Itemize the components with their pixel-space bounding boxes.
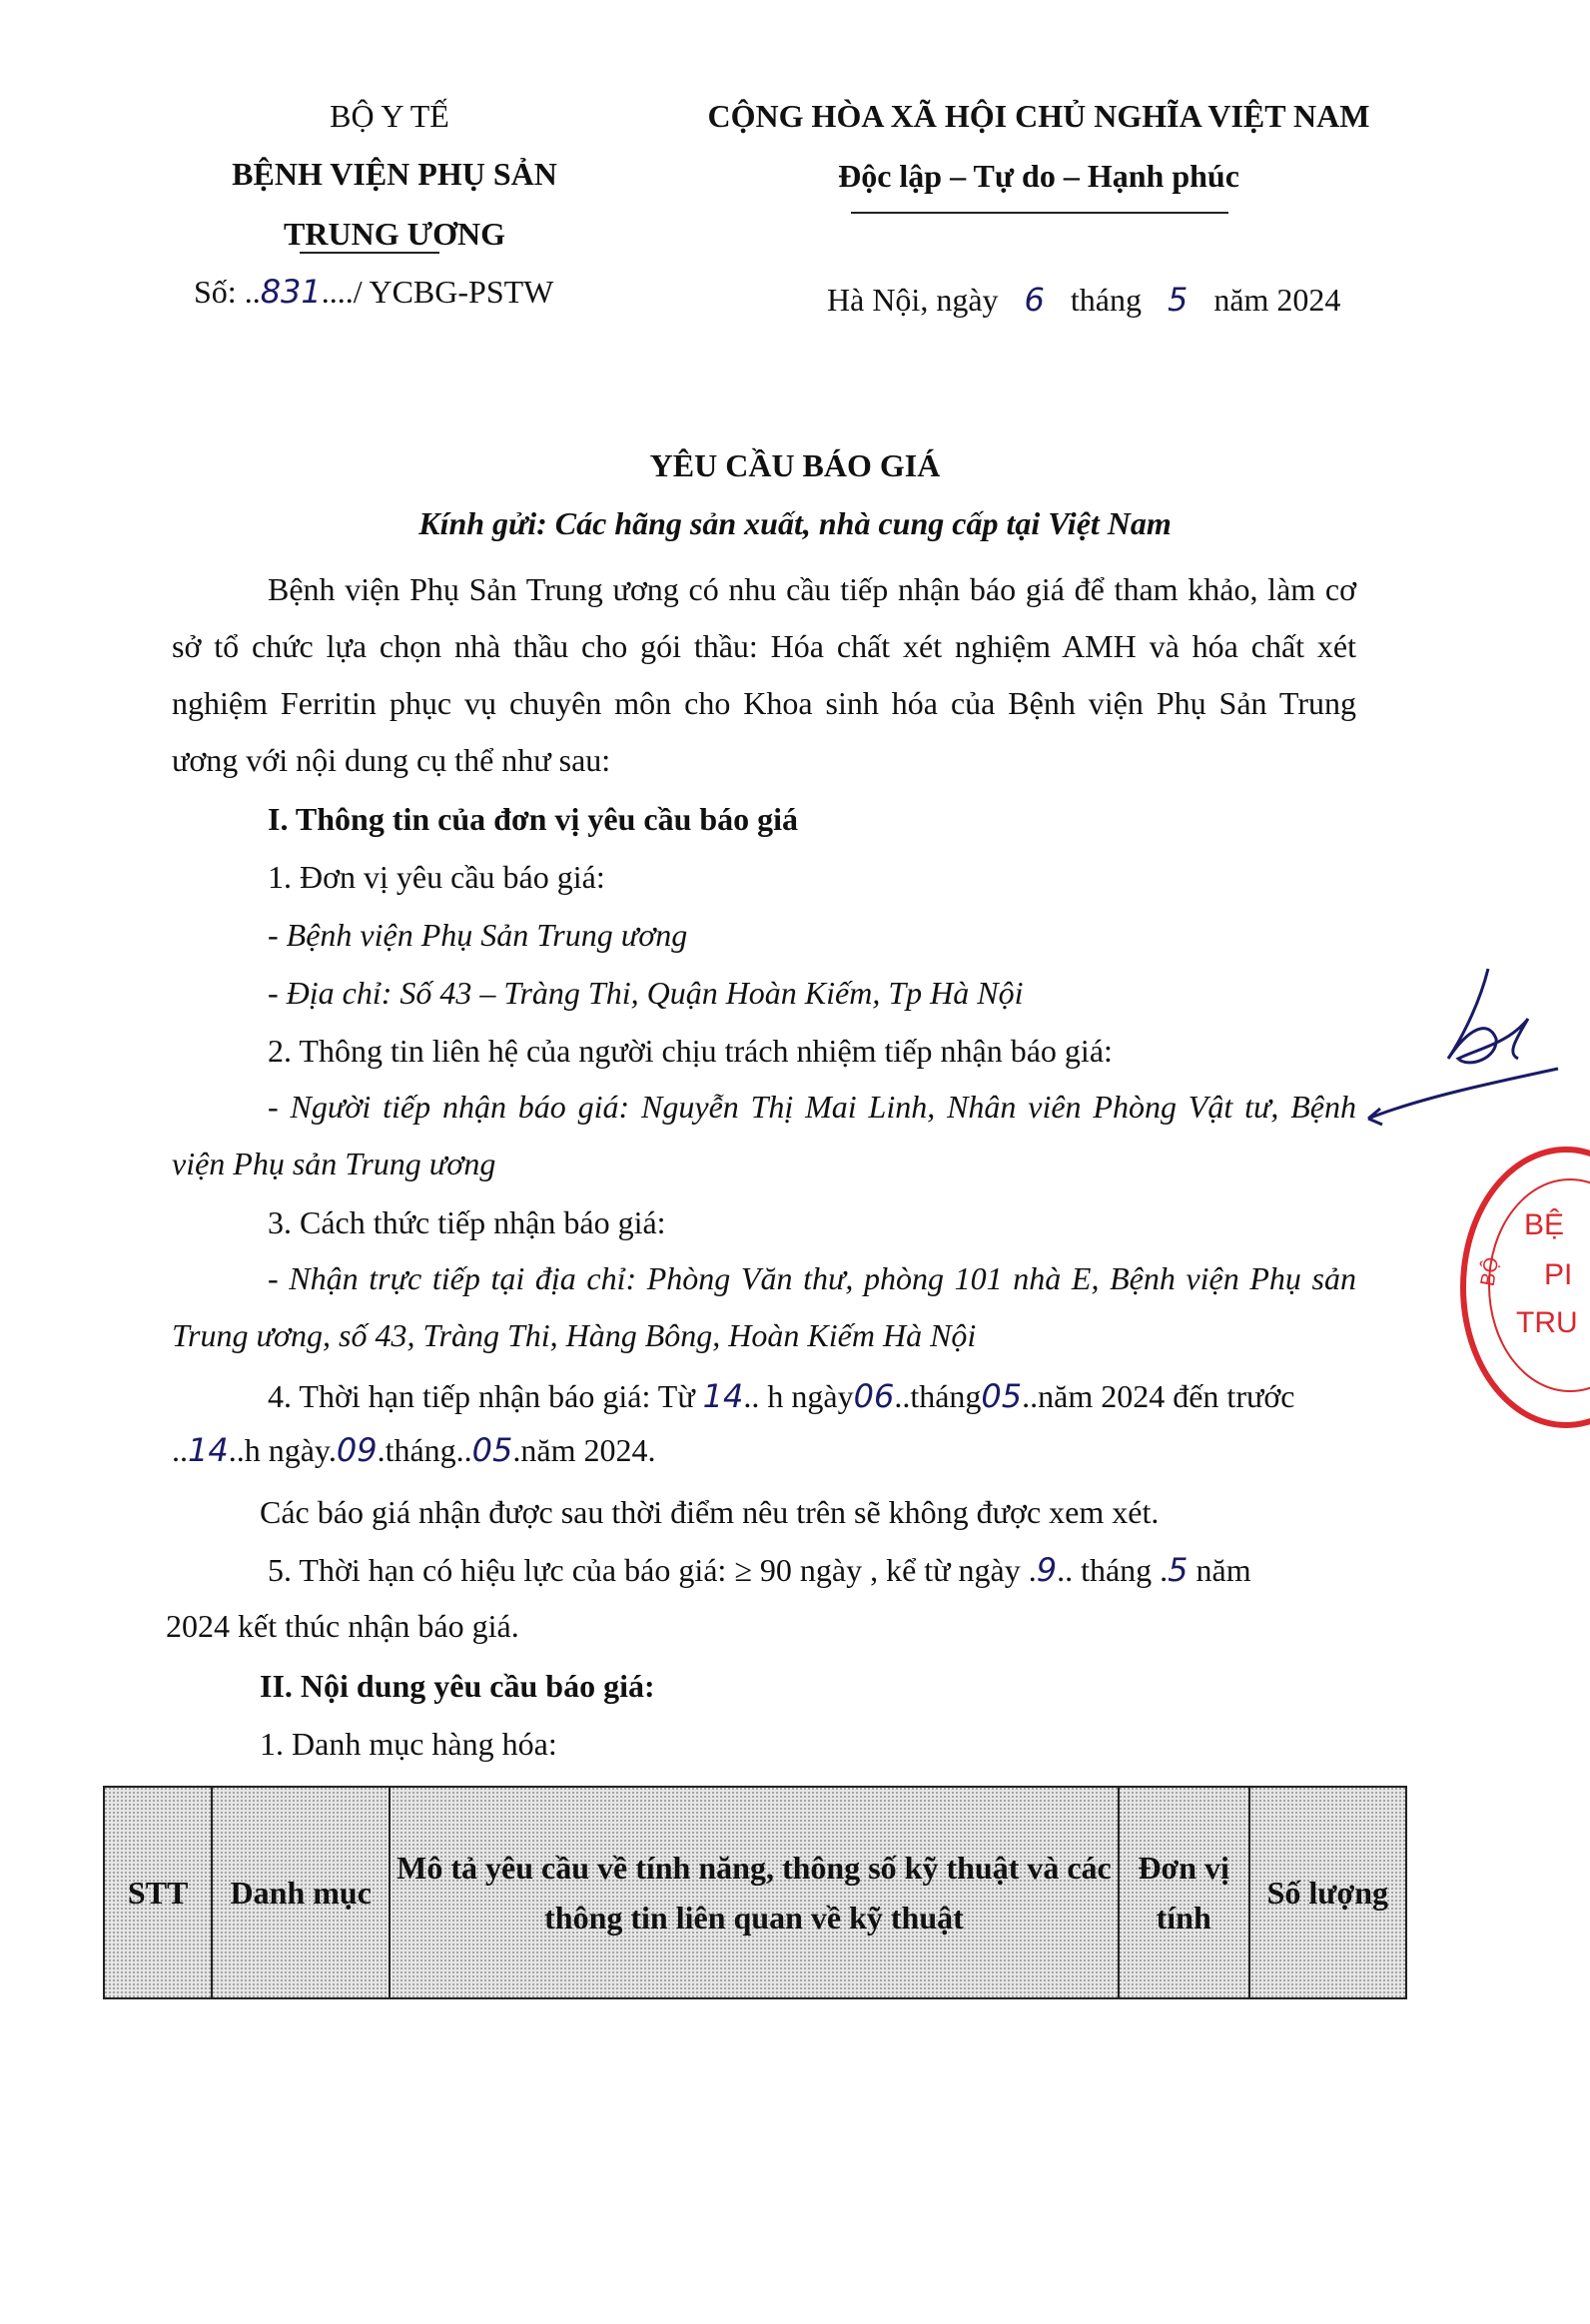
stamp-text-3: TRU (1516, 1306, 1578, 1339)
section2-heading: II. Nội dung yêu cầu báo giá: (260, 1668, 655, 1704)
item4-text-6: ..h ngày. (228, 1432, 337, 1468)
section2-item1-label: 1. Danh mục hàng hóa: (260, 1726, 557, 1762)
header-description: Mô tả yêu cầu về tính năng, thông số kỹ thuật và các thông tin liên quan về kỹ thuật (390, 1787, 1119, 1998)
hospital-underline (300, 252, 439, 254)
item4-hour-from: 14 (702, 1377, 744, 1415)
header-unit: Đơn vị tính (1119, 1787, 1249, 1998)
date-prefix: Hà Nội, ngày (827, 282, 999, 318)
item5-line2: 2024 kết thúc nhận báo giá. (166, 1608, 519, 1644)
item1-address: - Địa chỉ: Số 43 – Tràng Thi, Quận Hoàn Kiếm, Tp Hà Nội (268, 975, 1024, 1011)
item1-name: - Bệnh viện Phụ Sản Trung ương (268, 917, 688, 953)
stamp-text-2: PI (1544, 1258, 1573, 1291)
item5-day: 9 (1036, 1551, 1058, 1589)
item4-day-to: 09 (336, 1431, 378, 1469)
document-title: YÊU CẦU BÁO GIÁ (649, 447, 941, 483)
item5-text-1: 5. Thời hạn có hiệu lực của báo giá: ≥ 90 ngày , kể từ ngày . (268, 1552, 1037, 1588)
document-number (194, 272, 553, 312)
document-number-suffix: ..../ YCBG-PSTW (321, 274, 554, 310)
item4-text-4: ..năm 2024 đến trước (1022, 1378, 1295, 1414)
date-month-handwritten: 5 (1167, 281, 1189, 319)
date-day-handwritten: 6 (1024, 281, 1045, 319)
item4-month-from: 05 (981, 1377, 1023, 1415)
intro-text: Bệnh viện Phụ Sản Trung ương có nhu cầu tiếp nhận báo giá để tham khảo, làm cơ sở tổ chức lựa chọn nhà thầu cho gói thầu: Hóa chất xét nghiệm AMH và hóa chất xét nghiệm Ferritin phục vụ chuyên môn cho Khoa sinh hóa của Bệnh viện Phụ Sản Trung ương với nội dung cụ thể như sau: (172, 571, 1356, 778)
item4-line2 (172, 1430, 655, 1470)
item4-day-from: 06 (853, 1377, 895, 1415)
hospital-name-line2: TRUNG ƯƠNG (284, 216, 505, 252)
issue-date (827, 280, 1340, 320)
national-motto: Độc lập – Tự do – Hạnh phúc (838, 158, 1239, 194)
ministry-name: BỘ Y TẾ (330, 98, 449, 134)
item3-label: 3. Cách thức tiếp nhận báo giá: (268, 1204, 666, 1240)
header-stt: STT (104, 1787, 212, 1998)
section1-heading: I. Thông tin của đơn vị yêu cầu báo giá (268, 801, 799, 837)
item2-person-paragraph (172, 1079, 1356, 1192)
goods-table (103, 1786, 1407, 1999)
item4-text-3: ..tháng (894, 1378, 982, 1414)
date-year-label: năm 2024 (1213, 282, 1341, 318)
stamp-text-1: BỆ (1524, 1208, 1565, 1241)
item5-text-2: .. tháng . (1057, 1552, 1169, 1588)
item4-text-5: .. (172, 1432, 188, 1468)
item2-person: - Người tiếp nhận báo giá: Nguyễn Thị Mai Linh, Nhân viên Phòng Vật tư, Bệnh viện Phụ sản Trung ương (172, 1089, 1356, 1181)
intro-paragraph (172, 561, 1356, 789)
initial-signature (1338, 949, 1568, 1129)
item4-text-2: .. h ngày (743, 1378, 854, 1414)
item3-method-paragraph (172, 1250, 1356, 1364)
header-item: Danh mục (212, 1787, 390, 1998)
item5-line1 (268, 1550, 1251, 1590)
late-quote-note: Các báo giá nhận được sau thời điểm nêu trên sẽ không được xem xét. (260, 1494, 1160, 1530)
item2-label: 2. Thông tin liên hệ của người chịu trách nhiệm tiếp nhận báo giá: (268, 1033, 1113, 1069)
country-name: CỘNG HÒA XÃ HỘI CHỦ NGHĨA VIỆT NAM (707, 98, 1370, 134)
document-number-handwritten: 831 (260, 273, 322, 311)
item4-text-7: .tháng.. (377, 1432, 472, 1468)
item1-label: 1. Đơn vị yêu cầu báo giá: (268, 859, 605, 895)
item4-line1 (268, 1376, 1294, 1416)
item5-month: 5 (1168, 1551, 1189, 1589)
motto-underline (851, 212, 1228, 214)
item4-text-1: 4. Thời hạn tiếp nhận báo giá: Từ (268, 1378, 703, 1414)
date-month-label: tháng (1070, 282, 1142, 318)
header-quantity: Số lượng (1249, 1787, 1406, 1998)
table-header-row (104, 1787, 1406, 1998)
item4-month-to: 05 (471, 1431, 513, 1469)
item3-method: - Nhận trực tiếp tại địa chỉ: Phòng Văn thư, phòng 101 nhà E, Bệnh viện Phụ sản Trung ương, số 43, Tràng Thi, Hàng Bông, Hoàn Kiếm Hà Nội (172, 1260, 1356, 1353)
document-number-prefix: Số: .. (194, 274, 261, 310)
item4-hour-to: 14 (188, 1431, 229, 1469)
stamp-side-text: BỘ (1476, 1255, 1504, 1288)
hospital-name-line1: BỆNH VIỆN PHỤ SẢN (232, 156, 557, 192)
item5-text-3: năm (1188, 1552, 1251, 1588)
item4-text-8: .năm 2024. (512, 1432, 656, 1468)
addressee: Kính gửi: Các hãng sản xuất, nhà cung cấp tại Việt Nam (418, 505, 1172, 541)
